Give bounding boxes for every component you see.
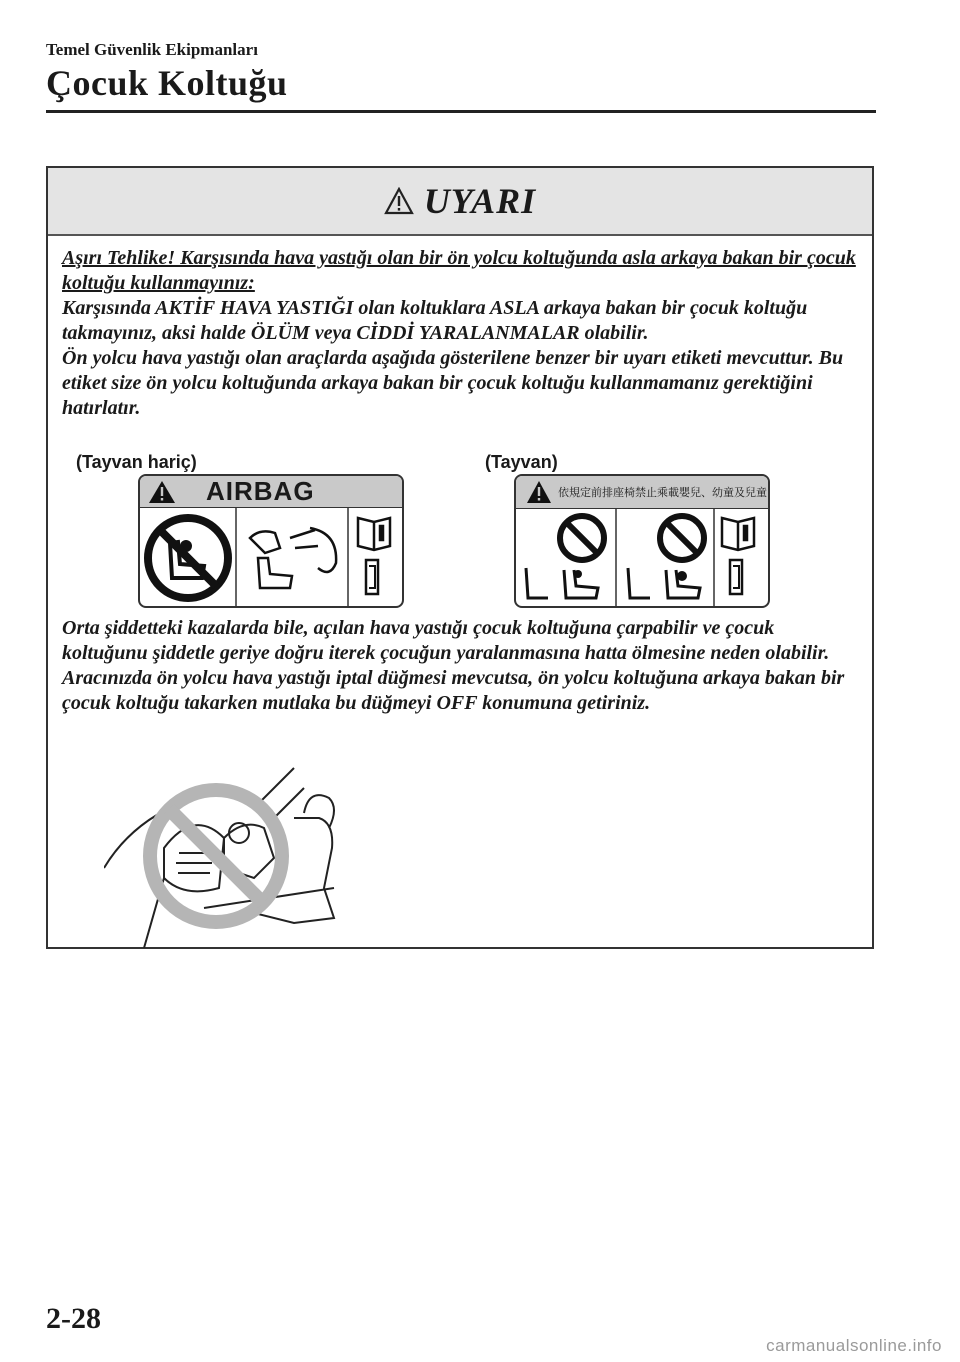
label-body [140, 508, 402, 606]
warning-box [46, 166, 874, 949]
prohibited-airbag-child-seat-illustration [104, 758, 424, 948]
warning-lead: Aşırı Tehlike! Karşısında hava yastığı olan bir ön yolcu koltuğunda asla arkaya bakan bir çocuk koltuğu kullanmayınız: [62, 247, 856, 294]
warning-header [48, 168, 872, 236]
prohibited-child-seat-icon [148, 518, 228, 598]
warning-triangle-icon [148, 480, 176, 504]
airbag-deploy-icon [250, 528, 336, 588]
page-number: 2-28 [46, 1302, 101, 1335]
warning-paragraph-1: Karşısında AKTİF HAVA YASTIĞI olan koltuklara ASLA arkaya bakan bir çocuk koltuğu takmayınız, aksi halde ÖLÜM veya CİDDİ YARALANMALAR olabilir. [62, 297, 808, 344]
watermark: carmanualsonline.info [766, 1336, 942, 1355]
section-label: Temel Güvenlik Ekipmanları [46, 40, 258, 59]
manual-book-icon [722, 518, 754, 594]
manual-book-icon [358, 518, 390, 594]
warning-paragraph-3: Orta şiddetteki kazalarda bile, açılan hava yastığı çocuk koltuğuna çarpabilir ve çocuk koltuğunu şiddetle geriye doğru iterek çocuğun yaralanmasına hatta ölmesine neden olabilir. Aracınızda ön yolcu hava yastığı iptal düğmesi mevcutsa, ön yolcu koltuğuna arkaya bakan bir çocuk koltuğu takarken mutlaka bu düğmeyi OFF konumuna getiriniz. [62, 617, 845, 714]
airbag-warning-label-left [138, 474, 404, 608]
warning-title: UYARI [423, 181, 537, 221]
airbag-text: AIRBAG [206, 476, 315, 506]
prohibited-child-seat-icon [628, 516, 704, 598]
label-strip [140, 476, 402, 508]
label-pictograms [516, 508, 768, 606]
title-rule [46, 110, 876, 113]
label-body [516, 508, 768, 606]
warning-paragraph-2: Ön yolcu hava yastığı olan araçlarda aşağıda gösterilene benzer bir uyarı etiketi mevcuttur. Bu etiket size ön yolcu koltuğunda arkaya bakan bir çocuk koltuğu kullanmamanız gerektiğini hatırlatır. [62, 347, 844, 419]
label-pictograms [140, 508, 402, 606]
label-strip [516, 476, 768, 509]
taiwan-label-text: 依規定前排座椅禁止乘載嬰兒、幼童及兒童 [558, 487, 767, 499]
prohibited-front-seat-icon [526, 516, 604, 598]
label-right-caption: (Tayvan) [485, 452, 558, 472]
airbag-warning-label-right [514, 474, 770, 608]
page-title: Çocuk Koltuğu [46, 63, 288, 103]
label-left-caption: (Tayvan hariç) [76, 452, 197, 472]
warning-triangle-icon [384, 187, 414, 215]
warning-triangle-icon [526, 480, 552, 504]
